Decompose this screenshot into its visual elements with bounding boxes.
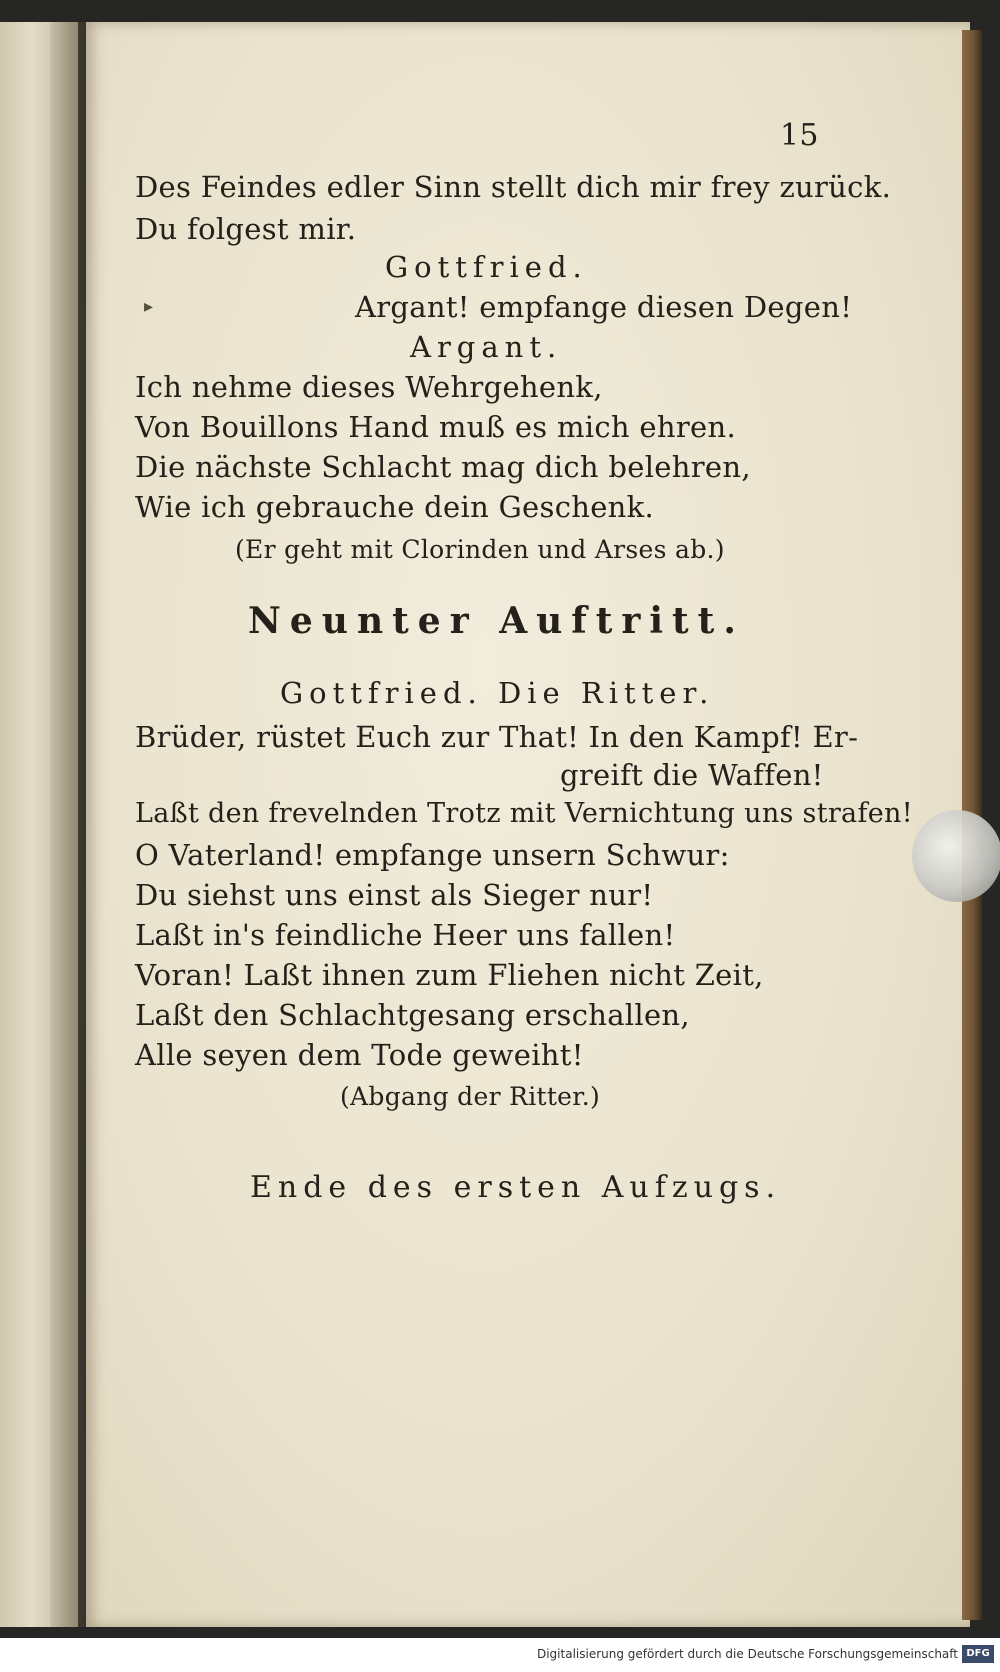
act-end: Ende des ersten Aufzugs. (250, 1170, 782, 1205)
page-clip (912, 810, 1000, 902)
verse-line: Laßt in's feindliche Heer uns fallen! (135, 918, 676, 952)
verse-line: Die nächste Schlacht mag dich belehren, (135, 450, 751, 484)
verse-line: Du folgest mir. (135, 212, 357, 246)
footer-bar (0, 1638, 1000, 1672)
verse-line: Argant! empfange diesen Degen! (355, 290, 853, 324)
verse-line: Du siehst uns einst als Sieger nur! (135, 878, 654, 912)
stray-mark: ▸ (144, 296, 154, 317)
verse-line: O Vaterland! empfange unsern Schwur: (135, 838, 730, 872)
dfg-logo: DFG (962, 1645, 994, 1663)
verse-line: Ich nehme dieses Wehrgehenk, (135, 370, 603, 404)
page-number: 15 (780, 118, 819, 153)
scene-heading: Neunter Auftritt. (248, 600, 745, 642)
stage-direction: (Er geht mit Clorinden und Arses ab.) (235, 535, 725, 564)
speaker-name: Gottfried. (385, 250, 588, 284)
speaker-name: Argant. (410, 330, 563, 364)
stage-direction: (Abgang der Ritter.) (340, 1082, 601, 1111)
verse-line: Wie ich gebrauche dein Geschenk. (135, 490, 655, 524)
verse-line: Von Bouillons Hand muß es mich ehren. (135, 410, 736, 444)
verse-line: Voran! Laßt ihnen zum Fliehen nicht Zeit, (135, 958, 764, 992)
character-list: Gottfried. Die Ritter. (280, 676, 715, 710)
verse-line: Laßt den frevelnden Trotz mit Vernichtung uns strafen! (135, 798, 913, 829)
verse-line-continuation: greift die Waffen! (560, 758, 824, 792)
verse-line: Brüder, rüstet Euch zur That! In den Kampf! Er- (135, 720, 859, 754)
verse-line: Des Feindes edler Sinn stellt dich mir frey zurück. (135, 170, 892, 204)
verse-line: Laßt den Schlachtgesang erschallen, (135, 998, 690, 1032)
footer-credit: Digitalisierung gefördert durch die Deutsche Forschungsgemeinschaft (536, 1647, 958, 1661)
verse-line: Alle seyen dem Tode geweiht! (135, 1038, 584, 1072)
